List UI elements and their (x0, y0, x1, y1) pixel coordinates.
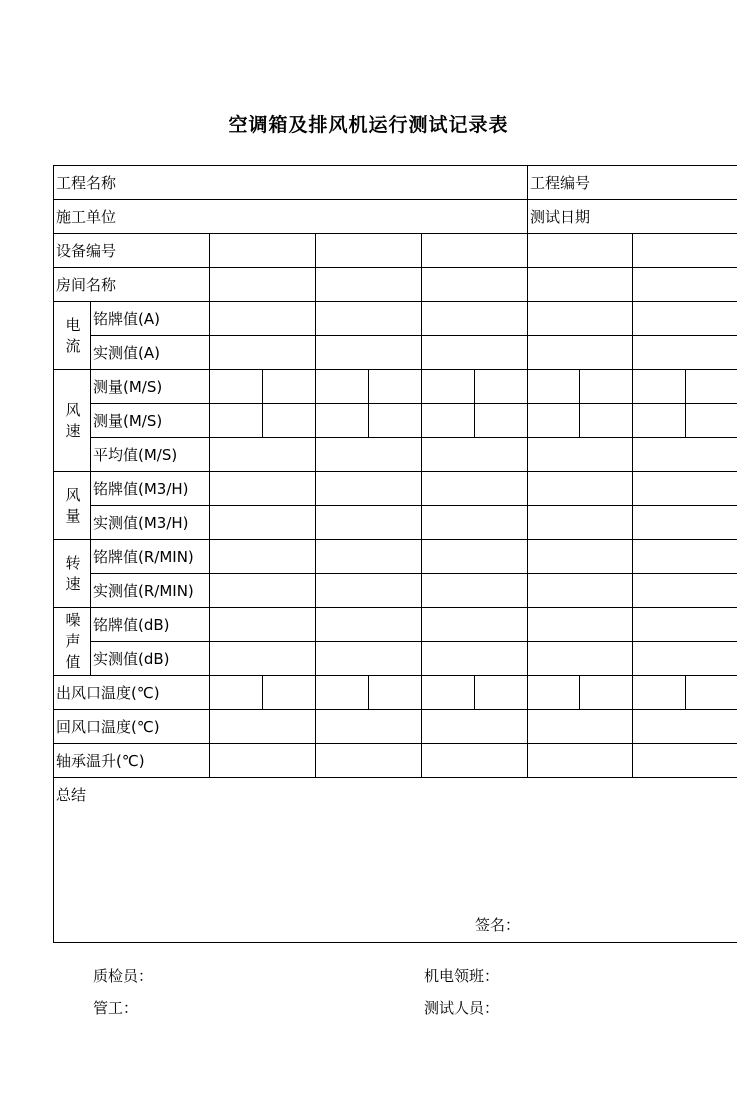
input-cell[interactable] (210, 676, 263, 710)
table-row (54, 744, 737, 778)
input-cell[interactable] (422, 506, 528, 540)
input-cell[interactable] (528, 710, 633, 744)
summary-cell[interactable] (54, 778, 737, 943)
input-cell[interactable] (422, 438, 528, 472)
input-cell[interactable] (528, 608, 633, 642)
input-cell[interactable] (210, 404, 263, 438)
mep-leader-label: 机电领班： (424, 967, 500, 985)
input-cell[interactable] (422, 676, 475, 710)
input-cell[interactable] (528, 472, 633, 506)
input-cell[interactable] (633, 302, 737, 336)
rotation-rated-label: 铭牌值(R/MIN) (91, 540, 210, 574)
input-cell[interactable] (316, 540, 422, 574)
input-cell[interactable] (316, 710, 422, 744)
outlet-temp-label: 出风口温度(℃) (54, 676, 210, 710)
table-row (54, 710, 737, 744)
input-cell[interactable] (316, 268, 422, 302)
input-cell[interactable] (210, 506, 316, 540)
input-cell[interactable] (528, 540, 633, 574)
air-speed-measure2-label: 测量(M/S) (91, 404, 210, 438)
input-cell[interactable] (316, 744, 422, 778)
input-cell[interactable] (686, 370, 737, 404)
return-temp-label: 回风口温度(℃) (54, 710, 210, 744)
input-cell[interactable] (633, 710, 737, 744)
input-cell[interactable] (210, 268, 316, 302)
input-cell[interactable] (316, 302, 422, 336)
room-name-label: 房间名称 (54, 268, 210, 302)
bearing-temp-label: 轴承温升(℃) (54, 744, 210, 778)
table-row (54, 506, 737, 540)
noise-group-label: 噪 声 值 (54, 608, 91, 676)
table-row (54, 166, 737, 200)
input-cell[interactable] (580, 676, 633, 710)
input-cell[interactable] (316, 574, 422, 608)
construction-unit-label: 施工单位 (54, 200, 528, 234)
input-cell[interactable] (210, 302, 316, 336)
table-row (54, 472, 737, 506)
input-cell[interactable] (422, 540, 528, 574)
input-cell[interactable] (633, 472, 737, 506)
input-cell[interactable] (422, 234, 528, 268)
table-row (54, 302, 737, 336)
input-cell[interactable] (210, 540, 316, 574)
input-cell[interactable] (633, 744, 737, 778)
test-record-table (53, 165, 737, 943)
input-cell[interactable] (528, 268, 633, 302)
input-cell[interactable] (528, 574, 633, 608)
input-cell[interactable] (316, 336, 422, 370)
input-cell[interactable] (422, 608, 528, 642)
air-volume-measured-label: 实测值(M3/H) (91, 506, 210, 540)
rotation-group-label: 转 速 (54, 540, 91, 608)
summary-row (54, 778, 737, 943)
air-speed-average-label: 平均值(M/S) (91, 438, 210, 472)
input-cell[interactable] (210, 370, 263, 404)
test-date-label[interactable]: 测试日期 (528, 200, 737, 234)
table-row (54, 438, 737, 472)
table-row (54, 370, 737, 404)
input-cell[interactable] (369, 370, 422, 404)
input-cell[interactable] (422, 268, 528, 302)
input-cell[interactable] (633, 574, 737, 608)
table-row (54, 268, 737, 302)
input-cell[interactable] (528, 370, 580, 404)
current-group-label: 电 流 (54, 302, 91, 370)
current-measured-label: 实测值(A) (91, 336, 210, 370)
input-cell[interactable] (686, 404, 737, 438)
input-cell[interactable] (528, 744, 633, 778)
form-title: 空调箱及排风机运行测试记录表 (228, 114, 509, 136)
input-cell[interactable] (422, 642, 528, 676)
input-cell[interactable] (210, 234, 316, 268)
input-cell[interactable] (633, 370, 686, 404)
project-name-label: 工程名称 (54, 166, 528, 200)
input-cell[interactable] (475, 370, 528, 404)
input-cell[interactable] (475, 404, 528, 438)
input-cell[interactable] (633, 676, 686, 710)
input-cell[interactable] (422, 472, 528, 506)
input-cell[interactable] (210, 710, 316, 744)
input-cell[interactable] (316, 608, 422, 642)
input-cell[interactable] (580, 370, 633, 404)
input-cell[interactable] (316, 234, 422, 268)
input-cell[interactable] (633, 268, 737, 302)
input-cell[interactable] (475, 676, 528, 710)
input-cell[interactable] (686, 676, 737, 710)
input-cell[interactable] (210, 608, 316, 642)
input-cell[interactable] (263, 676, 316, 710)
signature-label: 签名： (475, 916, 521, 934)
input-cell[interactable] (210, 574, 316, 608)
table-row (54, 336, 737, 370)
input-cell[interactable] (422, 404, 475, 438)
input-cell[interactable] (528, 438, 633, 472)
input-cell[interactable] (528, 642, 633, 676)
input-cell[interactable] (210, 744, 316, 778)
input-cell[interactable] (316, 472, 422, 506)
quality-inspector-label: 质检员： (93, 967, 154, 985)
input-cell[interactable] (316, 438, 422, 472)
input-cell[interactable] (528, 676, 580, 710)
input-cell[interactable] (528, 336, 633, 370)
pipe-worker-label: 管工： (93, 999, 139, 1017)
input-cell[interactable] (528, 506, 633, 540)
table-row (54, 608, 737, 642)
input-cell[interactable] (210, 438, 316, 472)
input-cell[interactable] (210, 336, 316, 370)
table-row (54, 676, 737, 710)
air-volume-rated-label: 铭牌值(M3/H) (91, 472, 210, 506)
input-cell[interactable] (633, 506, 737, 540)
table-row (54, 540, 737, 574)
input-cell[interactable] (633, 234, 737, 268)
input-cell[interactable] (316, 506, 422, 540)
input-cell[interactable] (316, 676, 369, 710)
input-cell[interactable] (422, 302, 528, 336)
current-rated-label: 铭牌值(A) (91, 302, 210, 336)
input-cell[interactable] (633, 404, 686, 438)
input-cell[interactable] (263, 404, 316, 438)
input-cell[interactable] (422, 574, 528, 608)
noise-rated-label: 铭牌值(dB) (91, 608, 210, 642)
input-cell[interactable] (316, 642, 422, 676)
input-cell[interactable] (316, 404, 369, 438)
table-row (54, 574, 737, 608)
project-no-label[interactable]: 工程编号 (528, 166, 737, 200)
input-cell[interactable] (422, 370, 475, 404)
summary-label: 总结 (56, 786, 87, 804)
table-row (54, 234, 737, 268)
input-cell[interactable] (580, 404, 633, 438)
input-cell[interactable] (369, 676, 422, 710)
tester-label: 测试人员： (424, 999, 500, 1017)
air-volume-group-label: 风 量 (54, 472, 91, 540)
equipment-no-label: 设备编号 (54, 234, 210, 268)
input-cell[interactable] (633, 608, 737, 642)
input-cell[interactable] (316, 370, 369, 404)
air-speed-measure1-label: 测量(M/S) (91, 370, 210, 404)
input-cell[interactable] (528, 404, 580, 438)
input-cell[interactable] (263, 370, 316, 404)
input-cell[interactable] (422, 336, 528, 370)
input-cell[interactable] (633, 336, 737, 370)
input-cell[interactable] (633, 642, 737, 676)
input-cell[interactable] (633, 540, 737, 574)
input-cell[interactable] (528, 302, 633, 336)
input-cell[interactable] (422, 710, 528, 744)
input-cell[interactable] (422, 744, 528, 778)
input-cell[interactable] (369, 404, 422, 438)
input-cell[interactable] (633, 438, 737, 472)
table-row (54, 404, 737, 438)
input-cell[interactable] (210, 472, 316, 506)
input-cell[interactable] (210, 642, 316, 676)
table-row (54, 642, 737, 676)
air-speed-group-label: 风 速 (54, 370, 91, 472)
rotation-measured-label: 实测值(R/MIN) (91, 574, 210, 608)
noise-measured-label: 实测值(dB) (91, 642, 210, 676)
input-cell[interactable] (528, 234, 633, 268)
table-row (54, 200, 737, 234)
